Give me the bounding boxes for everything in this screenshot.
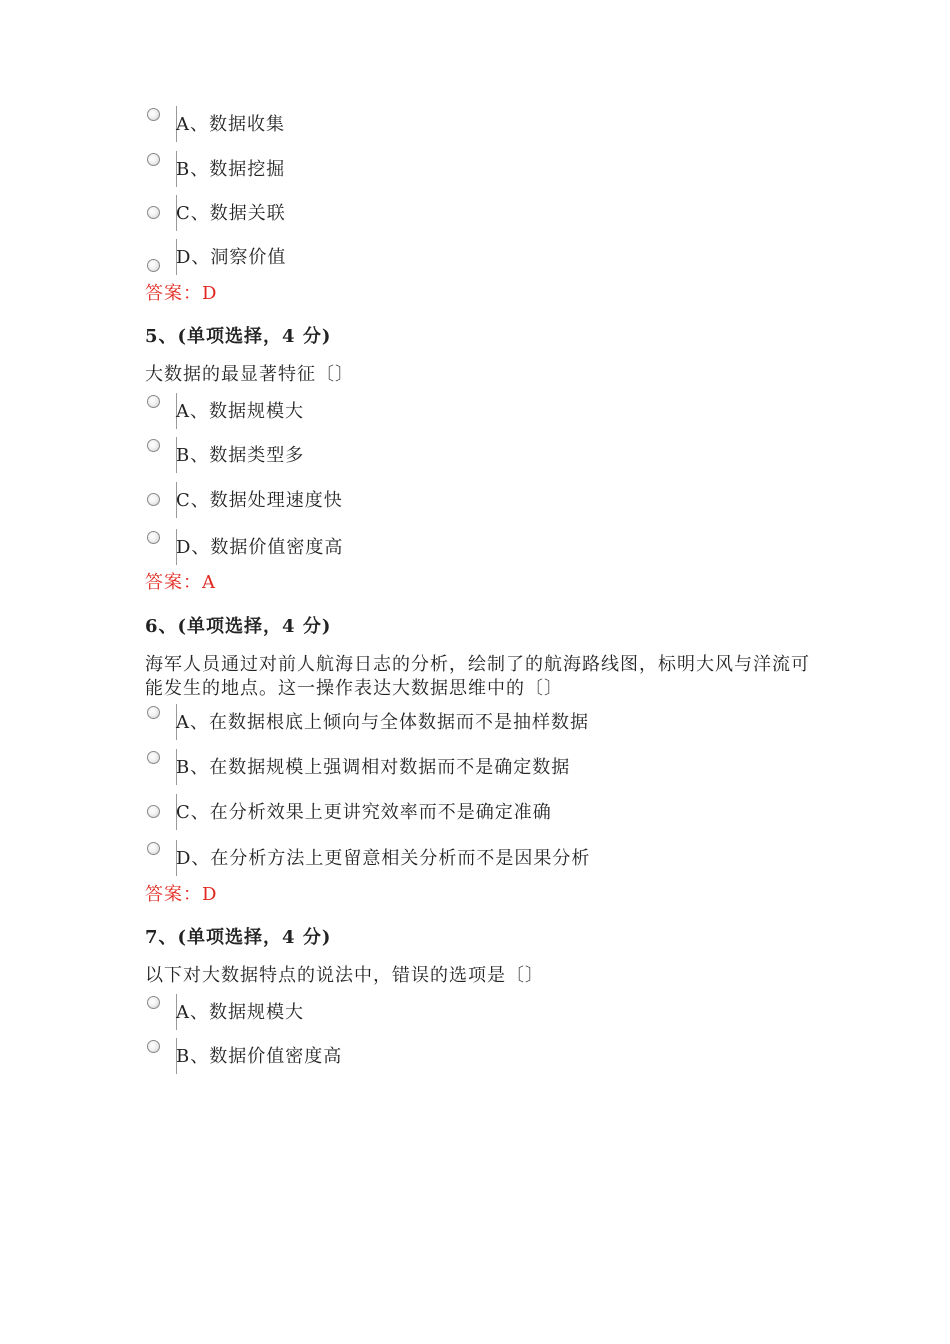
q6-option-a[interactable]: [145, 704, 845, 738]
q6-answer: 答案：D: [145, 884, 218, 905]
q5-header: 5、(单项选择，4 分): [145, 326, 332, 347]
radio-button[interactable]: [147, 395, 160, 408]
q4-answer: 答案：D: [145, 283, 218, 304]
radio-button[interactable]: [147, 842, 160, 855]
q4-option-b[interactable]: [145, 151, 845, 185]
q5-option-d[interactable]: [145, 529, 845, 563]
q5-option-a[interactable]: [145, 393, 845, 427]
option-label: B、在数据规模上强调相对数据而不是确定数据: [176, 757, 571, 778]
q7-option-a[interactable]: [145, 994, 845, 1028]
q5-text: 大数据的最显著特征〔〕: [145, 364, 354, 385]
option-label: A、在数据根底上倾向与全体数据而不是抽样数据: [176, 712, 589, 733]
option-label: D、洞察价值: [176, 247, 287, 268]
radio-button[interactable]: [147, 439, 160, 452]
q7-text: 以下对大数据特点的说法中，错误的选项是〔〕: [145, 965, 544, 986]
q7-option-b[interactable]: [145, 1038, 845, 1072]
option-label: C、数据关联: [176, 203, 286, 224]
option-label: C、数据处理速度快: [176, 490, 343, 511]
radio-button[interactable]: [147, 259, 160, 272]
radio-button[interactable]: [147, 805, 160, 818]
q6-option-b[interactable]: [145, 749, 845, 783]
radio-button[interactable]: [147, 706, 160, 719]
q4-option-d[interactable]: [145, 239, 845, 273]
option-label: A、数据规模大: [176, 1002, 304, 1023]
q5-option-c[interactable]: [145, 482, 845, 516]
radio-button[interactable]: [147, 108, 160, 121]
radio-button[interactable]: [147, 1040, 160, 1053]
q4-option-a[interactable]: [145, 106, 845, 140]
radio-button[interactable]: [147, 493, 160, 506]
option-label: B、数据价值密度高: [176, 1046, 343, 1067]
q6-header: 6、(单项选择，4 分): [145, 616, 332, 637]
q7-header: 7、(单项选择，4 分): [145, 927, 332, 948]
radio-button[interactable]: [147, 153, 160, 166]
q4-option-c[interactable]: [145, 195, 845, 229]
q6-option-c[interactable]: [145, 794, 845, 828]
option-label: B、数据挖掘: [176, 159, 286, 180]
option-label: D、在分析方法上更留意相关分析而不是因果分析: [176, 848, 591, 869]
radio-button[interactable]: [147, 531, 160, 544]
option-label: C、在分析效果上更讲究效率而不是确定准确: [176, 802, 552, 823]
option-label: A、数据规模大: [176, 401, 304, 422]
radio-button[interactable]: [147, 751, 160, 764]
option-label: D、数据价值密度高: [176, 537, 344, 558]
radio-button[interactable]: [147, 206, 160, 219]
radio-button[interactable]: [147, 996, 160, 1009]
option-label: A、数据收集: [176, 114, 285, 135]
q6-option-d[interactable]: [145, 840, 845, 874]
q5-option-b[interactable]: [145, 437, 845, 471]
option-label: B、数据类型多: [176, 445, 305, 466]
q5-answer: 答案：A: [145, 572, 216, 593]
q6-text: 海军人员通过对前人航海日志的分析，绘制了的航海路线图，标明大风与洋流可能发生的地点。这一操作表达大数据思维中的〔〕: [145, 654, 810, 699]
